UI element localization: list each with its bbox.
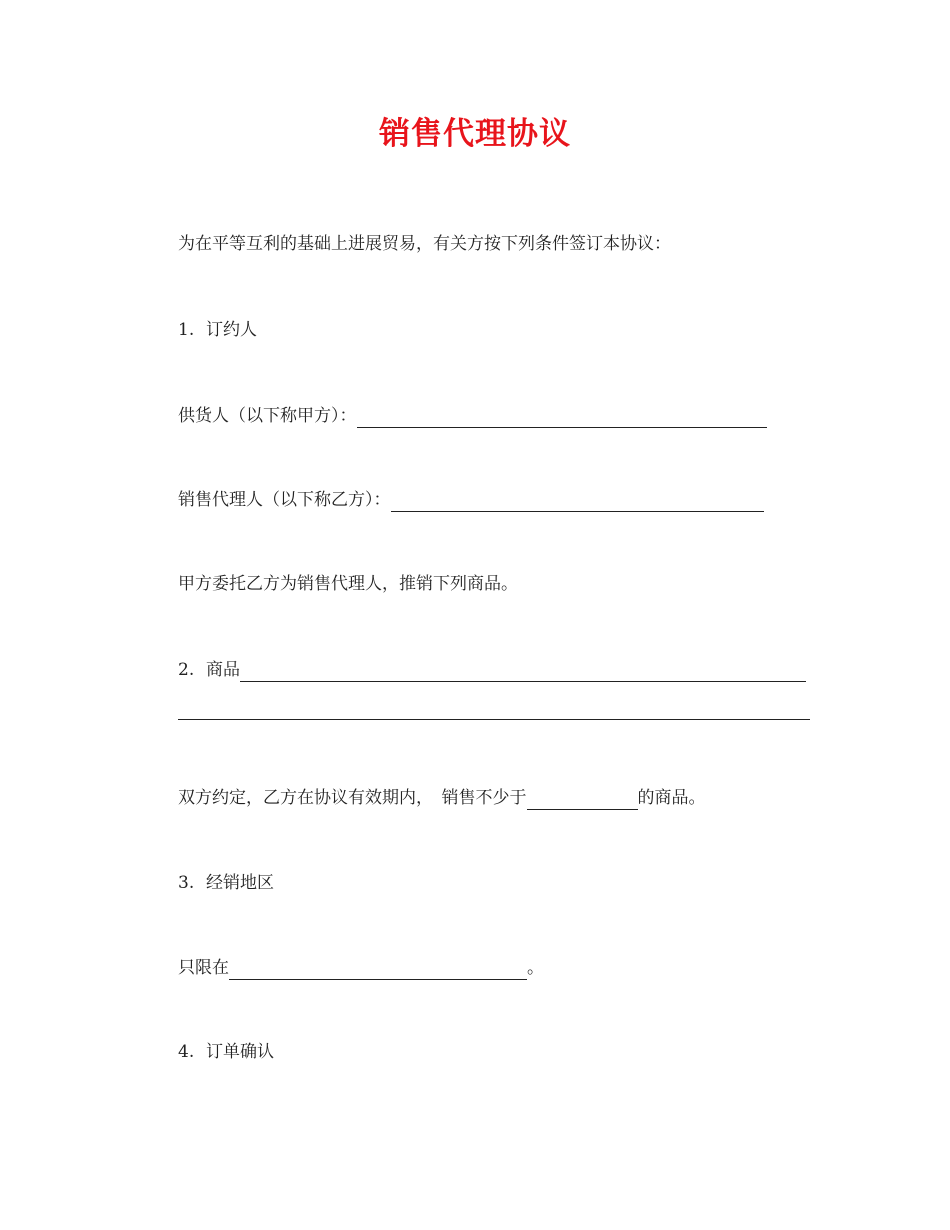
section-4-number: 4.: [178, 1042, 195, 1062]
agent-line: [178, 488, 764, 512]
goods-blank-continued[interactable]: [178, 719, 810, 720]
agent-label: 销售代理人（以下称乙方）：: [178, 490, 391, 510]
sales-agreement-prefix: 双方约定，乙方在协议有效期内， 销售不少于: [178, 788, 527, 808]
section-2-heading: [178, 658, 806, 682]
territory-blank[interactable]: [229, 959, 527, 980]
supplier-line: [178, 404, 767, 428]
supplier-label: 供货人（以下称甲方）：: [178, 406, 357, 426]
document-title: 销售代理协议: [379, 116, 571, 152]
section-1-title: 订约人: [206, 320, 257, 340]
agent-blank[interactable]: [391, 491, 764, 512]
sales-agreement-line: [178, 786, 706, 810]
territory-line: [178, 956, 544, 980]
section-1-number: 1.: [178, 320, 195, 340]
sales-quantity-blank[interactable]: [527, 789, 638, 810]
section-4-title: 订单确认: [206, 1042, 274, 1062]
delegation-text: 甲方委托乙方为销售代理人，推销下列商品。: [178, 574, 518, 594]
goods-blank[interactable]: [240, 661, 806, 682]
section-3-number: 3.: [178, 873, 195, 893]
delegation-statement: [178, 572, 518, 596]
territory-prefix: 只限在: [178, 958, 229, 978]
territory-suffix: 。: [527, 958, 544, 978]
section-1-heading: [178, 318, 257, 342]
section-4-heading: [178, 1040, 274, 1064]
intro-paragraph: [178, 232, 671, 256]
supplier-blank[interactable]: [357, 407, 767, 428]
sales-agreement-suffix: 的商品。: [637, 788, 706, 808]
section-2-title: 商品: [206, 660, 240, 680]
section-2-number: 2.: [178, 660, 195, 680]
section-3-heading: [178, 871, 274, 895]
section-3-title: 经销地区: [206, 873, 274, 893]
intro-text: 为在平等互利的基础上进展贸易，有关方按下列条件签订本协议：: [178, 234, 671, 254]
